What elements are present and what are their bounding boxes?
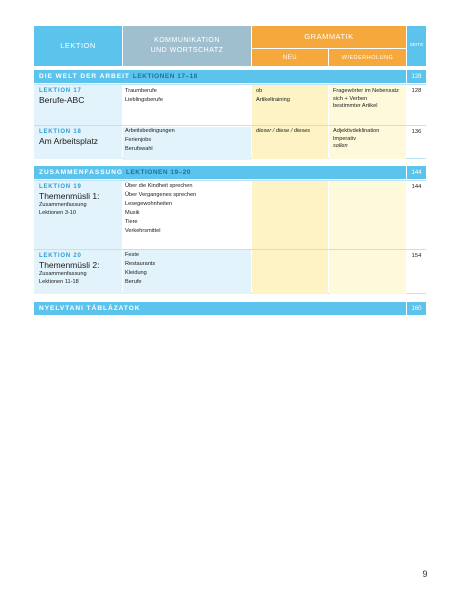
lesson-19-row	[34, 180, 426, 248]
section-zusammen-title: ZUSAMMENFASSUNG	[39, 169, 123, 176]
lesson-20-page: 154	[411, 253, 422, 259]
header-kommunikation	[123, 26, 251, 66]
lesson-19-title: Themenmüsli 1:	[39, 191, 100, 201]
lesson-19-topic: Verkehrsmittel	[125, 228, 161, 234]
lesson-19-page: 144	[411, 184, 422, 190]
header-neu	[252, 49, 328, 66]
section-zusammen-sub: LEKTIONEN 19–20	[125, 169, 191, 176]
lesson-20-subtitle: Lektionen 11-18	[39, 278, 79, 285]
section-zusammen	[34, 166, 406, 179]
lesson-18-wied: sollen	[333, 143, 348, 150]
section-arbeit-page-label: 128	[411, 73, 422, 80]
lesson-18-wied: Imperativ	[333, 135, 357, 142]
lesson-17-neu: Artikeltraining	[256, 97, 290, 103]
lesson-17-title-cell	[34, 85, 122, 125]
header-grammatik-label: GRAMMATIK	[304, 32, 354, 41]
section-nyelvtani-title: NYELVTANI TÁBLÁZATOK	[39, 305, 141, 312]
section-arbeit	[34, 70, 406, 83]
lesson-18-topic: Ferienjobs	[125, 137, 152, 143]
lesson-19-title-cell	[34, 181, 122, 249]
lesson-19-wied-cell	[329, 181, 406, 249]
lesson-20-topic: Feste	[125, 252, 139, 258]
lesson-18-topic: Arbeitsbedingungen	[125, 128, 175, 134]
lesson-18-topics	[123, 127, 251, 160]
lesson-17-number: LEKTION 17	[39, 88, 82, 94]
section-nyelvtani-page-label: 160	[411, 305, 422, 312]
header-neu-label: NEU	[282, 54, 298, 61]
lesson-20-neu-cell	[252, 250, 328, 294]
lesson-17-neu: ob	[256, 88, 263, 94]
lesson-17-page: 128	[411, 88, 422, 94]
lesson-20-topic: Restaurants	[125, 261, 156, 267]
lesson-19-topic: Lesegewohnheiten	[125, 201, 172, 207]
lesson-18-wied-cell	[329, 126, 406, 159]
lesson-19-number: LEKTION 19	[39, 184, 82, 190]
lesson-18-title-cell	[34, 126, 122, 159]
lesson-18-page: 136	[411, 129, 422, 135]
lesson-18-neu-cell	[252, 126, 328, 159]
lesson-17-topic: Traumberufe	[125, 88, 157, 94]
header-kommunikation-label: KOMMUNIKATION UND WORTSCHATZ	[150, 37, 224, 54]
lesson-18-number: LEKTION 18	[39, 129, 82, 135]
lesson-20-title: Themenmüsli 2:	[39, 260, 100, 270]
lesson-17-row	[34, 84, 426, 124]
lesson-20-topics	[123, 250, 251, 294]
header-lektion	[34, 26, 122, 66]
header-wiederholung-label: WIEDERHOLUNG	[341, 54, 394, 61]
lesson-20-row	[34, 249, 426, 294]
header-lektion-label: LEKTION	[60, 41, 96, 50]
lesson-19-topic: Über die Kindheit sprechen	[125, 183, 193, 189]
header-grammatik	[252, 26, 406, 48]
section-zusammen-page	[407, 166, 426, 179]
lesson-19-topics	[123, 182, 251, 236]
lesson-20-number: LEKTION 20	[39, 253, 82, 259]
lesson-20-topic: Berufe	[125, 279, 142, 285]
lesson-18-topic: Berufswahl	[125, 146, 153, 152]
section-nyelvtani-page	[407, 302, 426, 315]
lesson-19-topic: Tiere	[125, 219, 138, 225]
lesson-17-wied: bestimmter Artikel	[333, 103, 378, 110]
section-arbeit-page	[407, 70, 426, 83]
section-zusammen-page-label: 144	[411, 169, 422, 176]
header-wiederholung	[329, 49, 406, 66]
lesson-19-topic: Musik	[125, 210, 140, 216]
lesson-19-neu-cell	[252, 181, 328, 249]
section-arbeit-sub: LEKTIONEN 17–18	[132, 73, 198, 80]
page-number	[418, 569, 432, 579]
lesson-18-title: Am Arbeitsplatz	[39, 136, 99, 146]
lesson-20-subtitle: Zusammenfassung	[39, 271, 87, 277]
lesson-17-topic: Lieblingsberufe	[125, 97, 163, 103]
section-arbeit-title: DIE WELT DER ARBEIT	[39, 73, 130, 80]
lesson-17-title: Berufe-ABC	[39, 95, 85, 105]
lesson-17-wied: Fragewörter im Nebensatz	[333, 88, 399, 94]
lesson-19-topic: Über Vergangenes sprechen	[125, 192, 197, 198]
lesson-17-wied-cell	[329, 85, 406, 125]
lesson-17-neu-cell	[252, 85, 328, 125]
lesson-17-wied: sich + Verben	[333, 95, 368, 102]
lesson-20-topic: Kleidung	[125, 270, 147, 276]
lesson-19-subtitle: Zusammenfassung	[39, 202, 87, 208]
lesson-17-topics	[123, 87, 251, 105]
lesson-19-subtitle: Lektionen 3-10	[39, 209, 77, 216]
section-nyelvtani	[34, 302, 406, 315]
lesson-18-wied: Adjektivdeklination	[333, 128, 380, 134]
lesson-20-wied-cell	[329, 250, 406, 294]
lesson-20-title-cell	[34, 250, 122, 294]
lesson-18-row	[34, 125, 426, 159]
header-seite-label: SEITE	[409, 43, 424, 48]
lesson-18-neu: dieser / diese / dieses	[256, 128, 311, 134]
header-seite	[407, 26, 426, 66]
page-number-label: 9	[422, 569, 428, 579]
